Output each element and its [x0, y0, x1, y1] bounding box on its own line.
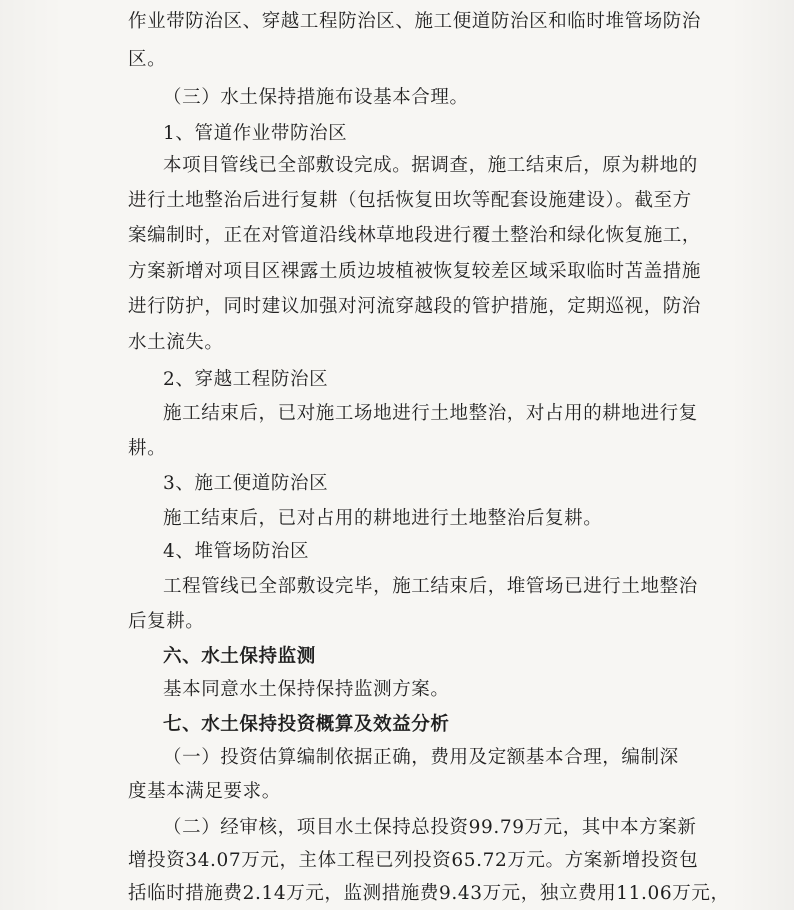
paragraph-line: （一）投资估算编制依据正确，费用及定额基本合理，编制深 [163, 747, 679, 768]
paragraph-line: 耕。 [128, 438, 167, 459]
paragraph-line: 后复耕。 [128, 611, 205, 632]
paragraph-line: 施工结束后，已对占用的耕地进行土地整治后复耕。 [163, 508, 603, 529]
paragraph-line: 基本同意水土保持保持监测方案。 [163, 679, 450, 700]
chapter-heading: 七、水土保持投资概算及效益分析 [163, 714, 450, 735]
paragraph-line: 水土流失。 [128, 332, 224, 353]
section-heading: （三）水土保持措施布设基本合理。 [163, 87, 469, 108]
paragraph-line: 进行土地整治后进行复耕（包括恢复田坎等配套设施建设）。截至方 [128, 190, 692, 211]
paragraph-line: 方案新增对项目区裸露土质边坡植被恢复较差区域采取临时苫盖措施 [128, 261, 702, 282]
chapter-heading: 六、水土保持监测 [163, 646, 316, 667]
paragraph-line: （二）经审核，项目水土保持总投资99.79万元，其中本方案新 [163, 817, 697, 838]
paragraph-line: 度基本满足要求。 [128, 781, 281, 802]
paragraph-line: 工程管线已全部敷设完毕，施工结束后，堆管场已进行土地整治 [163, 576, 698, 597]
paragraph-line: 括临时措施费2.14万元，监测措施费9.43万元，独立费用11.06万元， [128, 883, 730, 904]
subsection-heading: 4、堆管场防治区 [163, 541, 310, 562]
paragraph-line: 进行防护，同时建议加强对河流穿越段的管护措施，定期巡视，防治 [128, 296, 702, 317]
paragraph-line: 本项目管线已全部敷设完成。据调查，施工结束后，原为耕地的 [163, 155, 698, 176]
subsection-heading: 1、管道作业带防治区 [163, 123, 348, 144]
paragraph-line: 增投资34.07万元，主体工程已列投资65.72万元。方案新增投资包 [128, 850, 699, 871]
paragraph-line: 区。 [128, 49, 167, 70]
paragraph-line: 作业带防治区、穿越工程防治区、施工便道防治区和临时堆管场防治 [128, 11, 702, 32]
subsection-heading: 2、穿越工程防治区 [163, 369, 329, 390]
subsection-heading: 3、施工便道防治区 [163, 473, 329, 494]
paragraph-line: 施工结束后，已对施工场地进行土地整治，对占用的耕地进行复 [163, 403, 698, 424]
paragraph-line: 案编制时，正在对管道沿线林草地段进行覆土整治和绿化恢复施工， [128, 225, 702, 246]
